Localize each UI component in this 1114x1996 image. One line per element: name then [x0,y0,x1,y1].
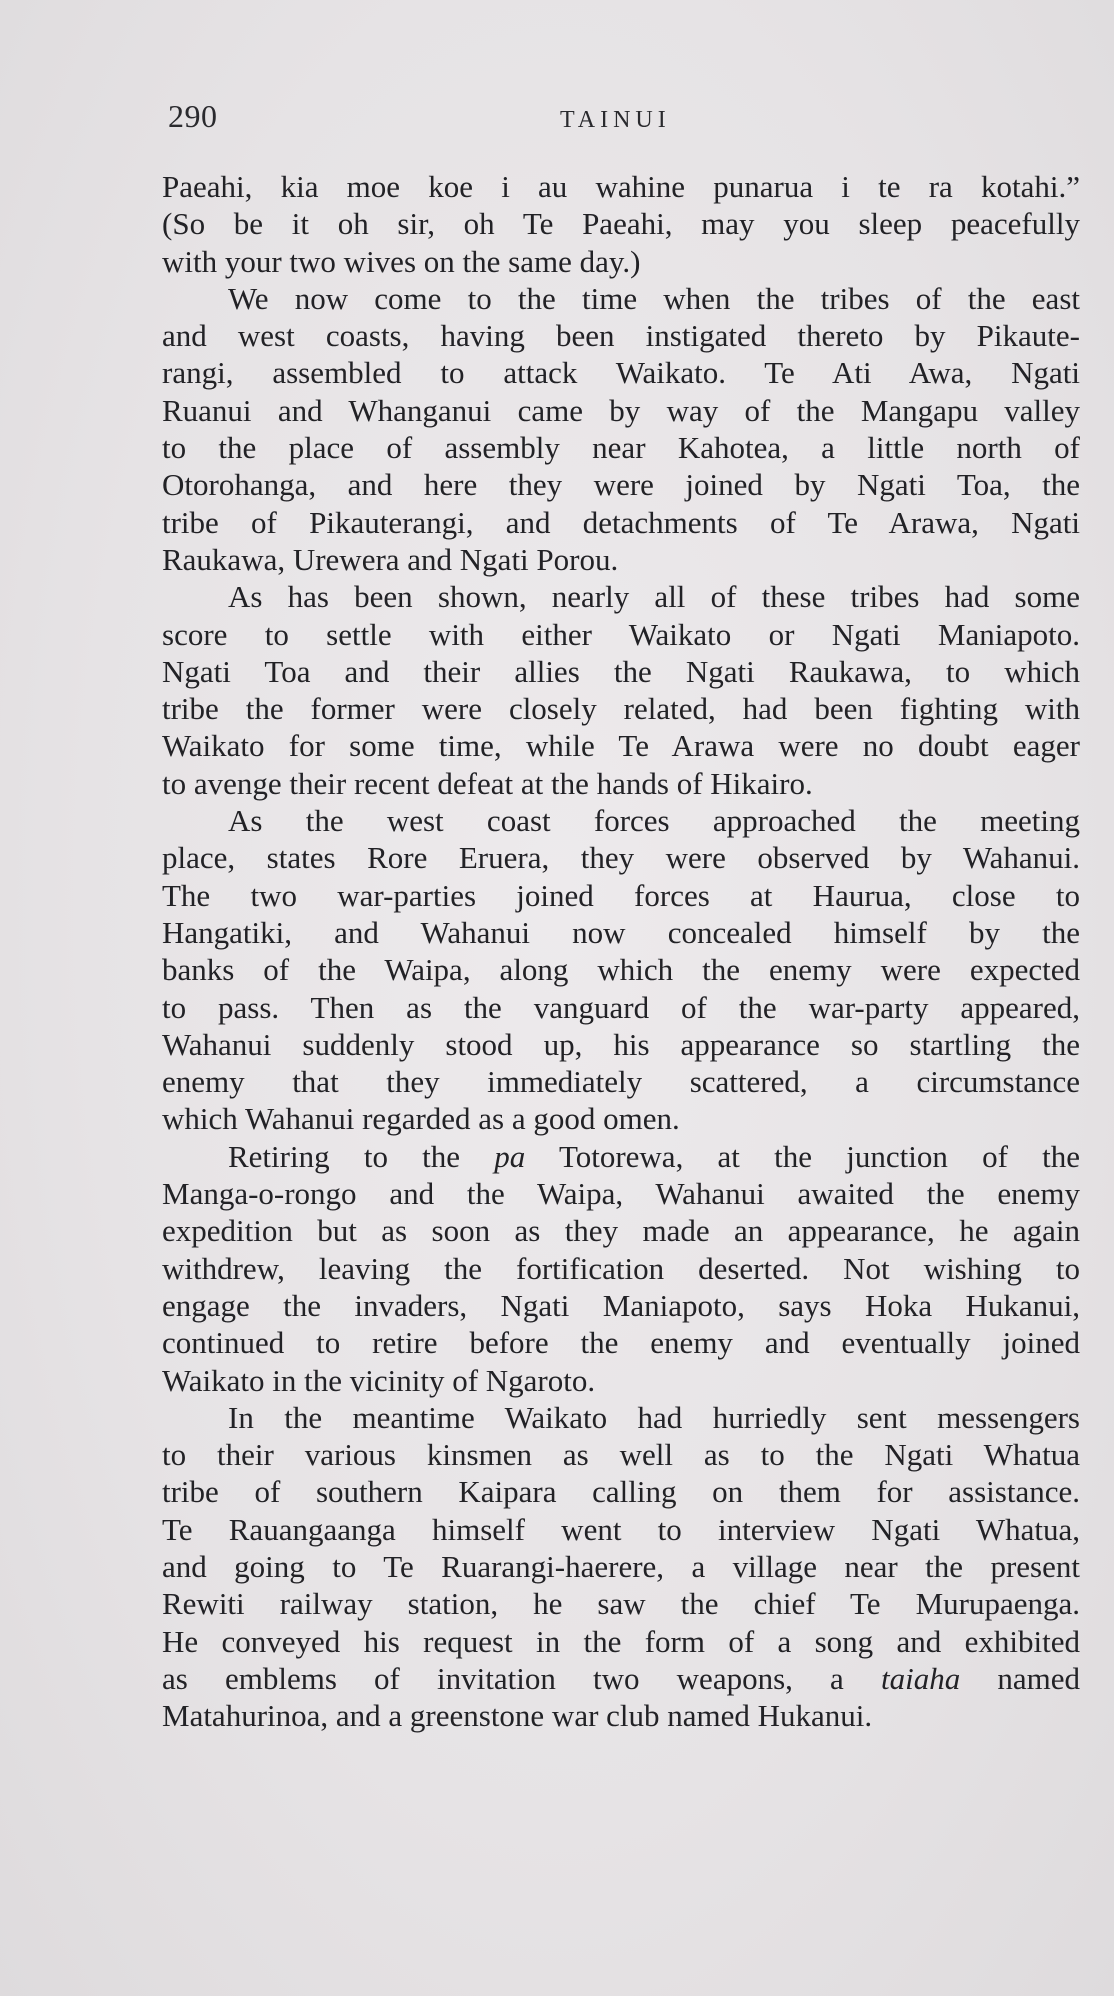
text-line: Manga-o-rongo and the Waipa, Wahanui awaited the enemy [162,1176,1080,1212]
text-line: place, states Rore Eruera, they were observed by Wahanui. [162,840,1080,876]
text-line: rangi, assembled to attack Waikato. Te Ati Awa, Ngati [162,355,1080,391]
text-line: to pass. Then as the vanguard of the war-party appeared, [162,989,1080,1025]
running-head [168,96,1078,140]
text-line: expedition but as soon as they made an appearance, he again [162,1213,1080,1249]
text-line: to their various kinsmen as well as to the Ngati Whatua [162,1437,1080,1473]
text-line: and going to Te Ruarangi-haerere, a village near the present [162,1548,1080,1584]
paragraph [162,168,1080,280]
text-line: to the place of assembly near Kahotea, a little north of [162,430,1080,466]
text-line: Waikato in the vicinity of Ngaroto. [162,1362,596,1398]
text-line: engage the invaders, Ngati Maniapoto, says Hoka Hukanui, [162,1287,1080,1323]
text-line: Raukawa, Urewera and Ngati Porou. [162,541,619,577]
paragraph [162,280,1080,578]
text-line: Otorohanga, and here they were joined by Ngati Toa, the [162,467,1080,503]
text-line: banks of the Waipa, along which the enemy were expected [162,952,1080,988]
text-line: score to settle with either Waikato or Ngati Maniapoto. [162,616,1080,652]
text-line: tribe of Pikauterangi, and detachments of Te Arawa, Ngati [162,504,1080,540]
text-line: As has been shown, nearly all of these tribes had some [228,579,1080,615]
text-line: As the west coast forces approached the meeting [228,803,1080,839]
italic-term: taiaha [880,1660,961,1696]
text-line: with your two wives on the same day.) [162,243,641,279]
text-line: Rewiti railway station, he saw the chief Te Murupaenga. [162,1586,1080,1622]
text-line: Matahurinoa, and a greenstone war club named Hukanui. [162,1698,873,1734]
text-line: Retiring to the pa Totorewa, at the junction of the [228,1138,1080,1174]
page-number: 290 [168,98,218,134]
text-line: as emblems of invitation two weapons, a taiaha named [162,1660,1080,1696]
text-line: He conveyed his request in the form of a song and exhibited [162,1623,1080,1659]
text-line: tribe the former were closely related, had been fighting with [162,691,1080,727]
paragraph [162,1138,1080,1399]
text-line: Waikato for some time, while Te Arawa were no doubt eager [162,728,1080,764]
text-line: Paeahi, kia moe koe i au wahine punarua i te ra kotahi.” [162,169,1080,204]
text-line: Te Rauangaanga himself went to interview Ngati Whatua, [162,1511,1080,1547]
text-line: enemy that they immediately scattered, a circumstance [162,1064,1080,1100]
paragraph [162,802,1080,1138]
text-line: continued to retire before the enemy and eventually joined [162,1325,1080,1361]
paragraph [162,1399,1080,1735]
text-line: and west coasts, having been instigated thereto by Pikaute- [162,318,1080,354]
text-line: which Wahanui regarded as a good omen. [162,1101,680,1137]
text-line: We now come to the time when the tribes of the east [228,280,1080,316]
text-line: withdrew, leaving the fortification deserted. Not wishing to [162,1250,1080,1286]
text-line: Ngati Toa and their allies the Ngati Raukawa, to which [162,653,1080,689]
body-text [162,168,1080,1734]
text-line: In the meantime Waikato had hurriedly sent messengers [228,1399,1080,1435]
text-line: Hangatiki, and Wahanui now concealed himself by the [162,914,1080,950]
text-line: Ruanui and Whanganui came by way of the Mangapu valley [162,392,1080,428]
running-title: TAINUI [560,107,671,133]
text-line: to avenge their recent defeat at the hands of Hikairo. [162,765,813,801]
text-line: (So be it oh sir, oh Te Paeahi, may you sleep peacefully [162,206,1080,242]
text-line: tribe of southern Kaipara calling on them for assistance. [162,1474,1080,1510]
text-line: The two war-parties joined forces at Haurua, close to [162,877,1080,913]
italic-term: pa [494,1138,526,1174]
paragraph [162,578,1080,802]
text-line: Wahanui suddenly stood up, his appearance so startling the [162,1026,1080,1062]
